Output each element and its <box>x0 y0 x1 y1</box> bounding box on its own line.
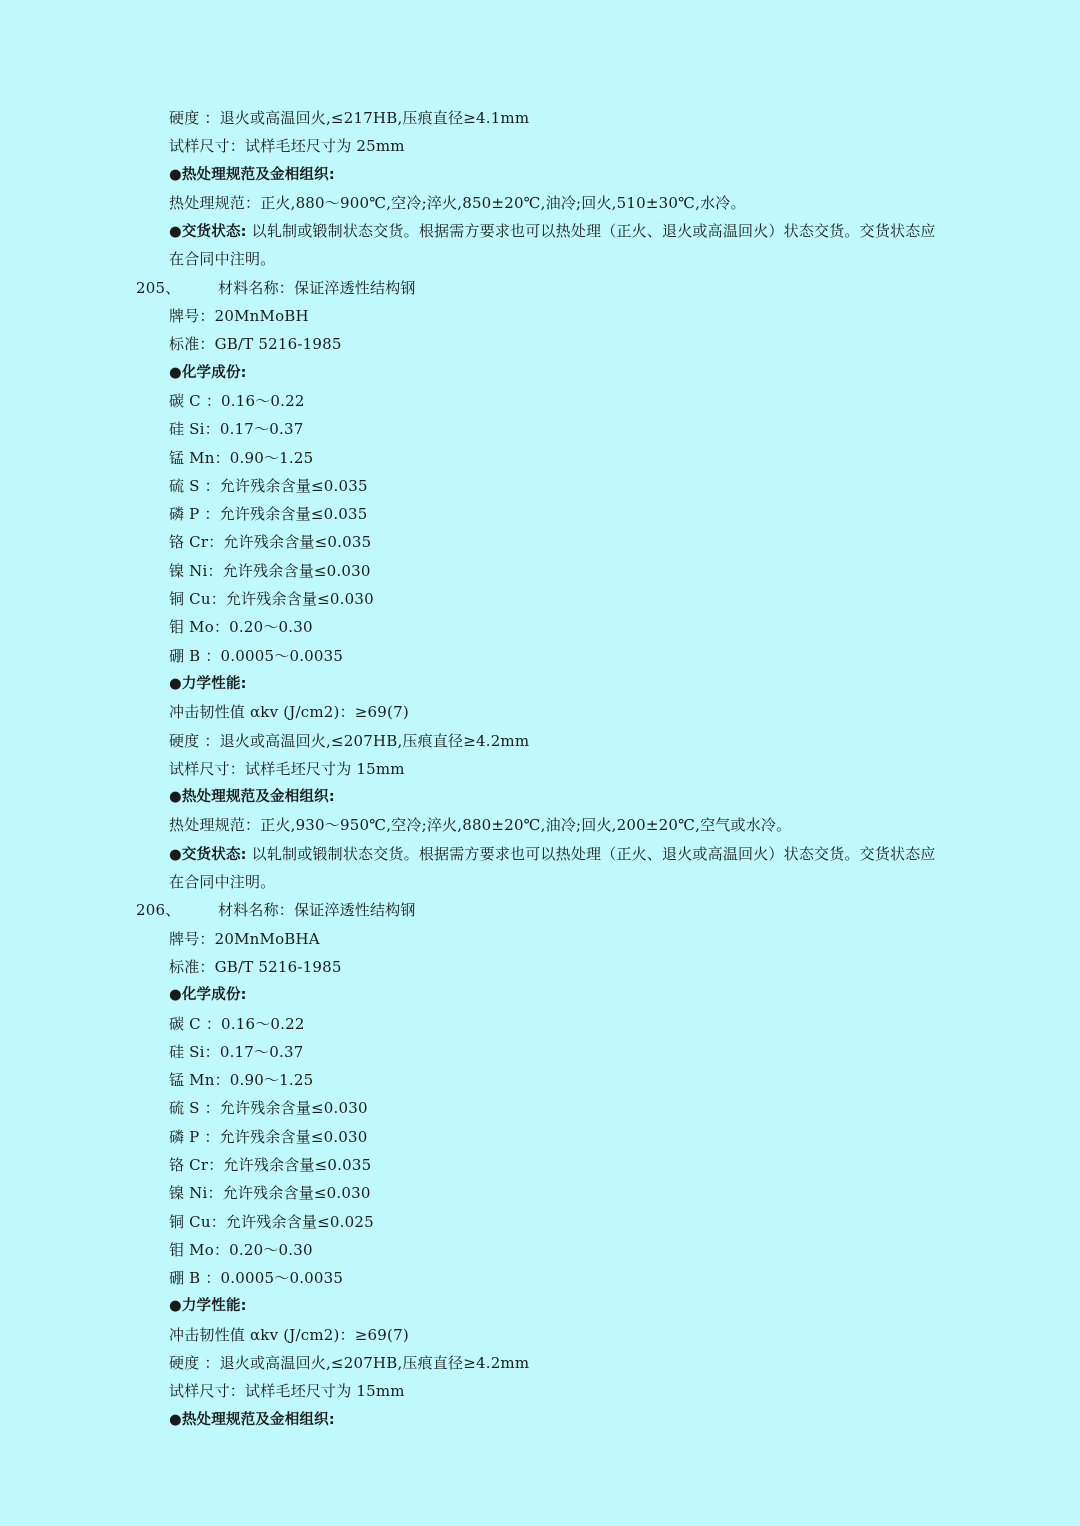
entry-number: 206、 <box>136 901 181 920</box>
impact-toughness-line: 冲击韧性值 αkv (J/cm2)：≥69(7) <box>169 1325 409 1344</box>
chem-molybdenum: 钼 Mo：0.20～0.30 <box>169 618 313 637</box>
chem-molybdenum: 钼 Mo：0.20～0.30 <box>169 1240 313 1259</box>
chem-phosphorus: 磷 P ：允许残余含量≤0.035 <box>169 505 368 524</box>
mechanical-properties-heading: ●力学性能: <box>169 675 247 692</box>
chem-nickel: 镍 Ni：允许残余含量≤0.030 <box>169 1184 371 1203</box>
material-name: 材料名称：保证淬透性结构钢 <box>218 901 416 920</box>
heat-treatment-heading: ●热处理规范及金相组织: <box>169 789 335 806</box>
heat-treatment-heading: ●热处理规范及金相组织: <box>169 166 335 183</box>
heat-treatment-heading: ●热处理规范及金相组织: <box>169 1411 335 1428</box>
chem-chromium: 铬 Cr：允许残余含量≤0.035 <box>169 533 372 552</box>
sample-size-line: 试样尺寸：试样毛坯尺寸为 15mm <box>169 1382 405 1401</box>
chem-nickel: 镍 Ni：允许残余含量≤0.030 <box>169 561 371 580</box>
chem-silicon: 硅 Si：0.17～0.37 <box>169 420 304 439</box>
hardness-line: 硬度 ：退火或高温回火,≤207HB,压痕直径≥4.2mm <box>169 731 530 750</box>
chem-sulfur: 硫 S ：允许残余含量≤0.030 <box>169 1099 368 1118</box>
delivery-status-line <box>0 217 1080 245</box>
chem-boron: 硼 B ：0.0005～0.0035 <box>169 1269 344 1288</box>
entry-number: 205、 <box>136 278 181 297</box>
hardness-line: 硬度 ：退火或高温回火,≤217HB,压痕直径≥4.1mm <box>169 109 530 127</box>
sample-size-line: 试样尺寸：试样毛坯尺寸为 15mm <box>169 759 405 778</box>
delivery-status-cont: 在合同中注明。 <box>169 250 276 269</box>
chem-chromium: 铬 Cr：允许残余含量≤0.035 <box>169 1155 372 1174</box>
chem-boron: 硼 B ：0.0005～0.0035 <box>169 646 344 665</box>
entry-header <box>0 896 1080 924</box>
delivery-status-text: 以轧制或锻制状态交货。根据需方要求也可以热处理（正火、退火或高温回火）状态交货。交货状态应 <box>251 844 936 863</box>
standard-line: 标准：GB/T 5216-1985 <box>169 335 342 354</box>
chem-carbon: 碳 C ：0.16～0.22 <box>169 391 305 410</box>
grade-line: 牌号：20MnMoBH <box>169 307 309 326</box>
sample-size-line: 试样尺寸：试样毛坯尺寸为 25mm <box>169 137 405 156</box>
chem-manganese: 锰 Mn：0.90～1.25 <box>169 448 314 467</box>
document-body <box>0 104 1080 1434</box>
delivery-status-heading: ●交货状态: <box>169 224 247 241</box>
delivery-status-cont: 在合同中注明。 <box>169 873 276 892</box>
chem-copper: 铜 Cu：允许残余含量≤0.030 <box>169 590 374 609</box>
mechanical-properties-heading: ●力学性能: <box>169 1298 247 1315</box>
hardness-line: 硬度 ：退火或高温回火,≤207HB,压痕直径≥4.2mm <box>169 1354 530 1373</box>
chemical-composition-heading: ●化学成份: <box>169 987 247 1004</box>
chem-copper: 铜 Cu：允许残余含量≤0.025 <box>169 1212 374 1231</box>
grade-line: 牌号：20MnMoBHA <box>169 929 320 948</box>
chem-sulfur: 硫 S ：允许残余含量≤0.035 <box>169 476 368 495</box>
heat-treatment-spec: 热处理规范：正火,880～900℃,空冷;淬火,850±20℃,油冷;回火,510±30℃,水冷。 <box>169 193 746 212</box>
delivery-status-text: 以轧制或锻制状态交货。根据需方要求也可以热处理（正火、退火或高温回火）状态交货。交货状态应 <box>251 222 936 241</box>
material-name: 材料名称：保证淬透性结构钢 <box>218 278 416 297</box>
chem-carbon: 碳 C ：0.16～0.22 <box>169 1014 305 1033</box>
standard-line: 标准：GB/T 5216-1985 <box>169 957 342 976</box>
impact-toughness-line: 冲击韧性值 αkv (J/cm2)：≥69(7) <box>169 703 409 722</box>
delivery-status-heading: ●交货状态: <box>169 846 247 863</box>
chemical-composition-heading: ●化学成份: <box>169 364 247 381</box>
chem-silicon: 硅 Si：0.17～0.37 <box>169 1042 304 1061</box>
delivery-status-line <box>0 840 1080 868</box>
chem-manganese: 锰 Mn：0.90～1.25 <box>169 1071 314 1090</box>
entry-header <box>0 274 1080 302</box>
chem-phosphorus: 磷 P ：允许残余含量≤0.030 <box>169 1127 368 1146</box>
heat-treatment-spec: 热处理规范：正火,930～950℃,空冷;淬火,880±20℃,油冷;回火,200±20℃,空气或水冷。 <box>169 816 792 835</box>
